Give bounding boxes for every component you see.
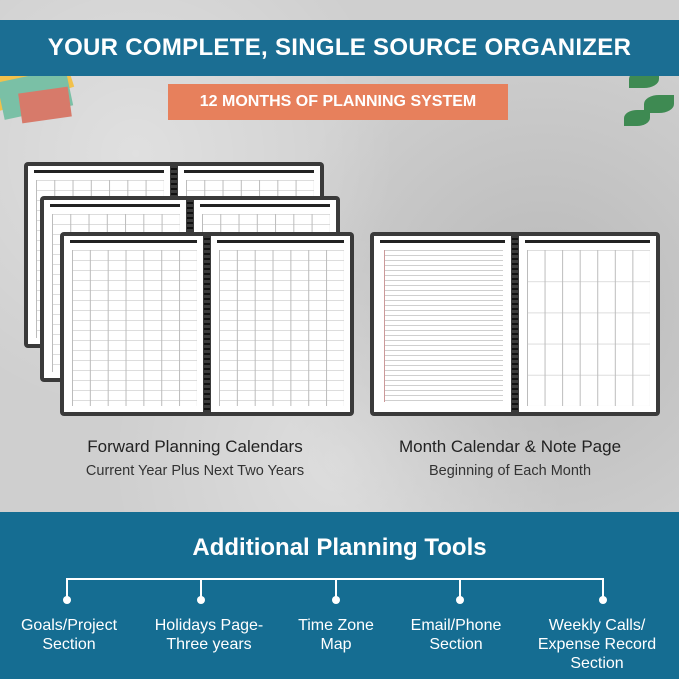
tool-email-phone: Email/Phone Section (410, 617, 502, 653)
forward-planner-front (60, 232, 354, 416)
tool-time-zone-map: Time Zone Map (298, 617, 374, 653)
feature-subtitle-forward: Current Year Plus Next Two Years (85, 463, 305, 479)
tool-holidays: Holidays Page- Three years (154, 617, 264, 653)
tree-dot (197, 596, 205, 604)
tree-dot (456, 596, 464, 604)
tree-dot (599, 596, 607, 604)
feature-title-month: Month Calendar & Note Page (398, 437, 622, 456)
tree-dot (63, 596, 71, 604)
subtitle-banner (168, 84, 508, 120)
tools-section (0, 512, 679, 679)
tool-goals-project: Goals/Project Section (20, 617, 118, 653)
page-title: YOUR COMPLETE, SINGLE SOURCE ORGANIZER (47, 34, 632, 61)
page-subtitle: 12 MONTHS OF PLANNING SYSTEM (199, 93, 477, 110)
tree-dot (332, 596, 340, 604)
feature-subtitle-month: Beginning of Each Month (428, 463, 592, 479)
feature-title-forward: Forward Planning Calendars (87, 437, 303, 456)
tool-weekly-calls-expense: Weekly Calls/ Expense Record Section (537, 617, 657, 672)
month-planner (370, 232, 660, 416)
title-banner (0, 20, 679, 76)
tools-title: Additional Planning Tools (192, 534, 487, 561)
